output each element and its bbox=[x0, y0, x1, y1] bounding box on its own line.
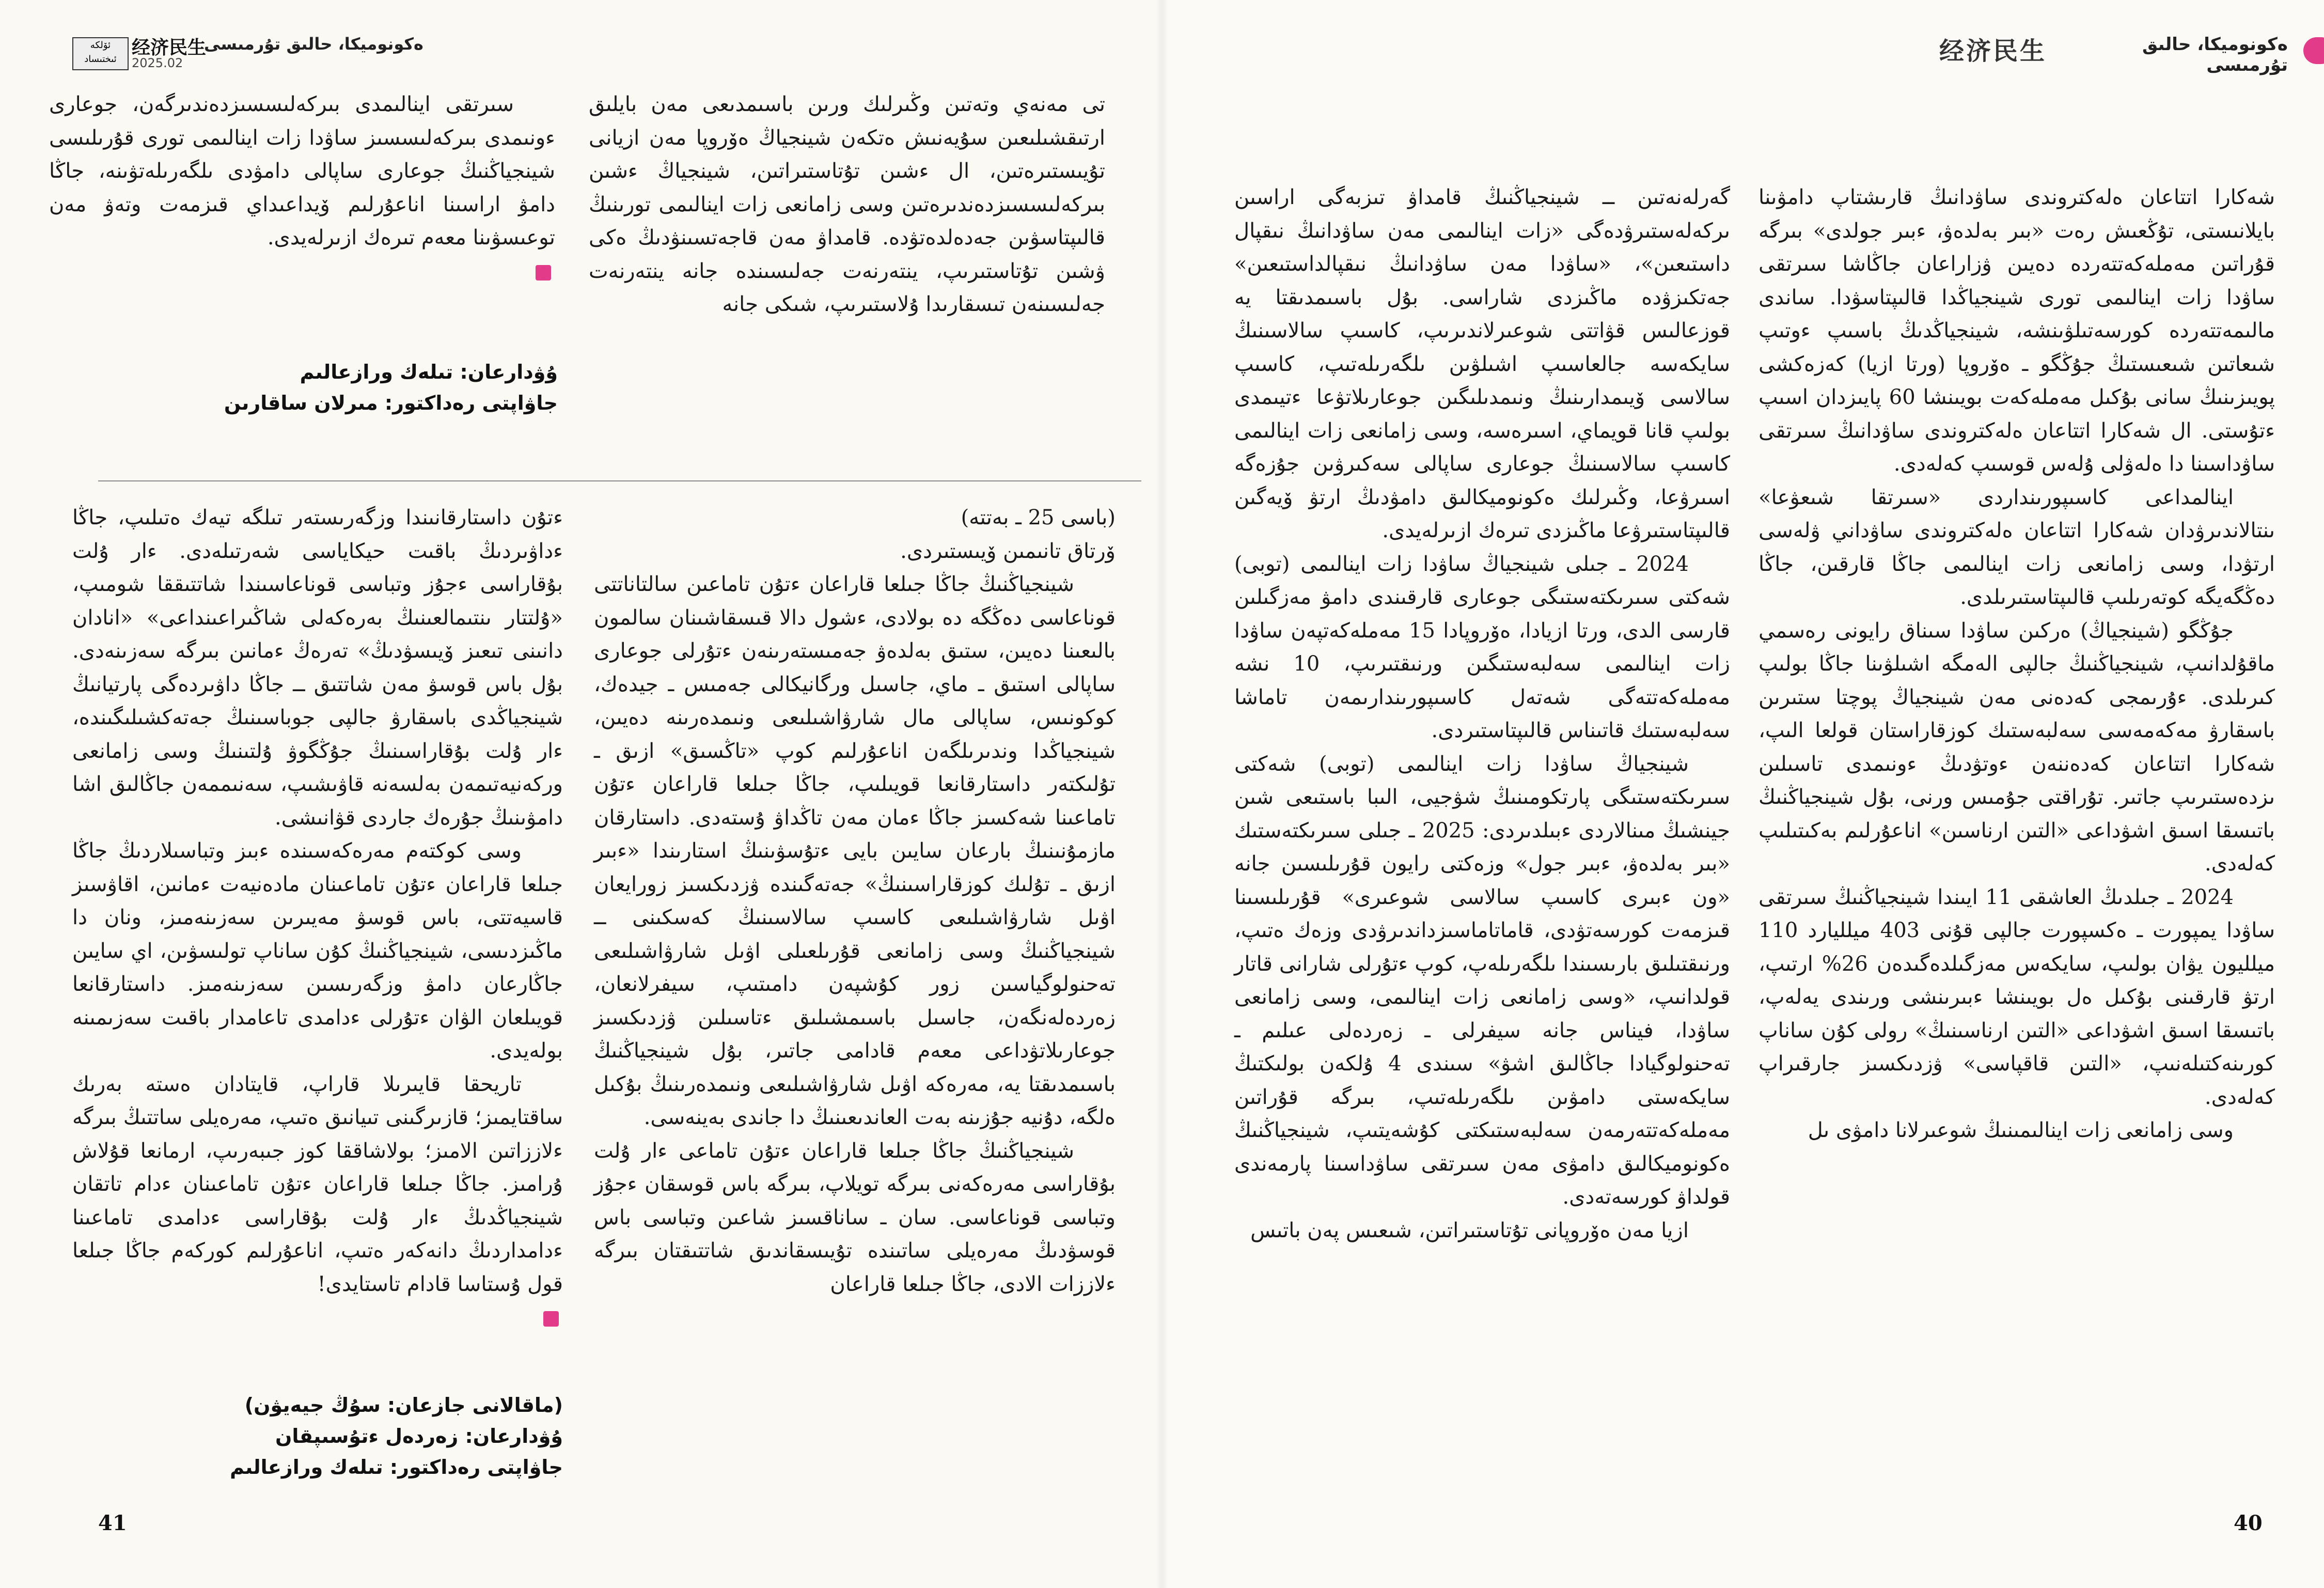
section-divider bbox=[98, 480, 1141, 481]
author-credit: (ماقالانى جازعان: سۇڭ جيەيۋن) bbox=[244, 1394, 563, 1416]
paragraph: شەكارا اتتاعان ەلەكتروندى ساۋدانىڭ قارىشتاپ دامۋىنا بايلانىستى، تۇڭعىش رەت «بىر بەلدەۋ، ءبىر جولدى» بىرگە قۇراتىن مەملەكەتتەردە دەيىن ۋزاراعان جاڭاشا سىرتقى ساۋدا زات اينالىمى تورى شينجياڭدا قالىپتاسۋدا. ساندى مالىمەتتەردە كورسەتىلۋىنشە، شينجياڭدىڭ باسىپ ءوتىپ شىعاتىن شىعىستىڭ جۇڭگو ـ ەۆروپا (ورتا ازيا) كەزەكشى پويىزىنىڭ سانى بۇكىل مەملەكەت بويىنشا 60 پايىزدان اسىپ ءتۇستى. ال شەكارا اتتاعان ەلەكتروندى ساۋدانىڭ سىرتقى ساۋداسىنا دا ەلەۋلى ۇلەس قوسىپ كەلەدى. bbox=[1758, 185, 2275, 476]
paragraph: شينجياڭنىڭ جاڭا جىلعا قاراعان ءتۇن تاماعى ءار ۇلت بۇقاراسى مەرەكەنى بىرگە تويلاپ، بىرگە باس قوسقان ءجۇز وتباسى قوناعاسى. سان ـ ساناقسىز شاعىن وتباسى باس قوسۋدىڭ مەرەيلى ساتىندە تۇيىسقاندىق شاتتىقتان بىرگە ءلاززات الادى، جاڭا جىلعا قاراعان bbox=[594, 1139, 1116, 1296]
page-number-41: 41 bbox=[98, 1511, 127, 1535]
paragraph: سىرتقى اينالىمدى بىركەلىسسىزدەندىرگەن، جوعارى ءونىمدى بىركەلىسسىز ساۋدا زات اينالىمى تورى قۇرىلىسى شينجياڭنىڭ جوعارى ساپالى دامۋدى ىلگەرىلەتۋىنە، جاڭا دامۋ اراسىنا اناعۇرلىم ۆيداعىداي قىزمەت وتەۋ مەن توعىسۋىنا معەم تىرەك ازىرلەيدى. bbox=[49, 92, 555, 250]
header-left-title: 经济民生 bbox=[132, 37, 207, 58]
editor-credit: جاۋاپتى رەداكتور: تىلەك ورازعالىم bbox=[230, 1456, 563, 1478]
column-p41-bottom-right bbox=[594, 501, 1116, 1301]
spine-gutter bbox=[1156, 0, 1168, 1588]
paragraph: اينالمداعى كاسىپورىنداردى «سىرتقا شىعۋعا» ىنتالاندىرۋدان شەكارا اتتاعان ەلەكتروندى ساۋداني ۋلەسى ارتۋدا، وسى زامانعى زات اينالىمى جاڭا قارقىن، جاڭا دەڭگەيگە كوتەرىلىپ قالىپتاستىرىلدى. bbox=[1758, 485, 2275, 609]
credits-p41-bottom bbox=[207, 1390, 563, 1483]
paragraph: ازيا مەن ەۆروپانى تۇتاستىراتىن، شىعىس پەن باتىس bbox=[1250, 1218, 1689, 1242]
page-number-40: 40 bbox=[2234, 1511, 2263, 1535]
page-40 bbox=[1162, 0, 2324, 1588]
header-left-date: 2025.02 bbox=[132, 56, 183, 70]
continued-note: (باسى 25 ـ بەتتە) bbox=[961, 506, 1116, 530]
editor-credit: جاۋاپتى رەداكتور: مىرلان ساقارىن bbox=[224, 392, 558, 414]
header-right-subtitle: ەكونوميكا، حالىق تۇرمىسى bbox=[2142, 34, 2288, 75]
paragraph: ۆرتاق تانىمىن ۆيىستىردى. bbox=[900, 539, 1116, 563]
header-left-subtitle: ەكونوميكا، حالىق تۇرمىسى bbox=[204, 34, 423, 54]
column-p41-top-right bbox=[589, 88, 1105, 321]
paragraph: تاريحقا قايىرىلا قاراپ، قايتادان ەستە بەرىك ساقتايمىز؛ قازىرگىنى تىيانىق ەتىپ، مەرەيلى ساتتىڭ بىرگە ءلاززاتىن الامىز؛ بولاشاققا كوز جىبەرىپ، ارمانعا قۇلاش ۇرامىز. جاڭا جىلعا قاراعان ءتۇن تاماعىنان ءدام تاتقان شينجياڭدىڭ ءار ۇلت بۇقاراسى ءدامدى تاماعىنا ءدامداردىڭ دانەكەر ەتىپ، اناعۇرلىم كوركەم جاڭا جىلعا قول ۇستاسا قادام تاستايدى! bbox=[72, 1072, 563, 1296]
pink-end-mark-icon bbox=[543, 1311, 559, 1327]
paragraph: وسى كوكتەم مەرەكەسىندە ءبىز وتباسىلاردىڭ جاڭا جىلعا قاراعان ءتۇن تاماعىنان مادەنيەت ءمانىن، اقاۋسىز قاسيەتتى، باس قوسۋ مەيىرىن سەزىنەمىز، ونان دا ماڭىزدىسى، شينجياڭنىڭ كۇن ساناپ تولىسۋىن، اي سايىن جاڭارعان دامۋ وزگەرىسىن سەزىنەمىز. داستارقانعا قويىلعان الۋان ءتۇرلى ءدامدى تاعامدار باقىت سەزىمىنە بولەيدى. bbox=[72, 839, 563, 1063]
paragraph: 2024 ـ جىلدىڭ العاشقى 11 ايىندا شينجياڭنىڭ سىرتقى ساۋدا يمپورت ـ ەكسپورت جالپى قۇنى 403 ميلليارد 110 ميلليون يۋان بولىپ، سايكەس مەزگىلدەگىدەن 26% ارتىپ، ارتۋ قارقىنى بۇكىل ەل بويىنشا ءبىرىنشى ورىندى يەلەپ، باتىسقا اسىق اشۋداعى «التىن ارناسىنىڭ» رولى كۇن ساناپ كورىنەكتىلەنىپ، «التىن قاقپاسى» ۋزدىكسىز جارقىراپ كەلەدى. bbox=[1758, 885, 2275, 1109]
pink-end-mark-icon bbox=[536, 265, 551, 281]
paragraph: وسى زامانعى زات اينالىمىنىڭ شوعىرلانا دامۋى ىل bbox=[1808, 1118, 2234, 1142]
translator-credit: ۇۋدارعان: تىلەك ورازعالىم bbox=[300, 361, 558, 383]
header-right-title: 经济民生 bbox=[1939, 37, 2047, 66]
column-p40-left bbox=[1234, 181, 1730, 1247]
credits-p41-top bbox=[155, 356, 558, 418]
paragraph: 2024 ـ جىلى شينجياڭ ساۋدا زات اينالىمى (توبى) شەكتى سىرىكتەستىگى جوعارى قارقىندى دامۋ مەزگىلىن قارسى الدى، ورتا ازيادا، ەۆروپادا 15 مەملەكەتپەن ساۋدا زات اينالىمى سەلبەستىگىن ورنىقتىرىپ، 10 نشە مەملەكەتتەگى شەتەل كاسىپورىندارىمەن تاماشا سەلبەستىك قاتىناس قالىپتاستىردى. bbox=[1234, 552, 1731, 742]
paragraph: شينجياڭ ساۋدا زات اينالىمى (توبى) شەكتى سىرىكتەستىگى پارتكومىنىڭ شۋجيى، الىبا باستىعى شىن جينشىڭ مىنالاردى ءبىلدىردى: 2025 ـ جىلى سىرىكتەستىك «بىر بەلدەۋ، ءبىر جول» وزەكتى رايون قۇرىلىسىن جانە «ون ءبىرى كاسىپ سالاسى شوعىرى» قۇرىلىسىنا قىزمەت كورسەتۋدى، قاماتاماسىزداندىرۋدى وزەك ەتىپ، ورنىقتىلىق بارىسىندا ىلگەرىلەپ، كوپ ءتۇرلى شارانى قاتار قولدانىپ، «وسى زامانعى زات اينالىمى، وسى زامانعى ساۋدا، فيناس جانە سيفرلى ـ زەردەلى عىلىم ـ تەحنولوگيادا جاڭالىق اشۋ» سىندى 4 ۇلكەن بولىكتىڭ سايكەستى دامۋىن ىلگەرىلەتىپ، بىرگە قۇراتىن مەملەكەتتەرمەن سەلبەستىكتى كۇشەيتىپ، شينجياڭنىڭ ەكونوميكالىق دامۋى مەن سىرتقى ساۋداسىنا پارمەندى قولداۋ كورسەتەدى. bbox=[1234, 752, 1731, 1209]
paragraph: گەرلەنەتىن ــ شينجياڭنىڭ قامداۋ تىزبەگى اراسىن ىركەلەستىرۋدەگى «زات اينالىمى مەن ساۋدانىڭ نىقپال داستىعىن»، «ساۋدا مەن ساۋدانىڭ نىقپالداستىعىن» جەتكىزۋدە ماڭىزدى شاراسى. بۇل باسىمدىقتا يە قوزعالىس قۋاتتى شوعىرلاندىرىپ، كاسىپ سالاسىنىڭ سايكەسە جالعاسىپ اشىلۋىن ىلگەرىلەتىپ، كاسىپ سالاسى ۆيىمدارىنىڭ ونىمدىلىگىن جوعارىلاتۋعا ءتيىمدى بولىپ قانا قويماي، اسىرەسە، وسى زامانعى زات اينالىمى كاسىپ سالاسىنىڭ جوعارى ساپالى سەكىرۋىن جۇزەگە اسىرۋعا، وڭىرلىك ەكونوميكالىق دامۋدىڭ ارتۋ ۆيەگىن قالىپتاستىرۋعا ماڭىزدى تىرەك ازىرلەيدى. bbox=[1234, 185, 1730, 542]
header-tab-mark-icon bbox=[2303, 37, 2324, 64]
column-p41-top-left bbox=[49, 88, 555, 288]
column-p41-bottom-left bbox=[72, 501, 563, 1334]
translator-credit: ۇۋدارعان: زەردەل ءتۇسىپقان bbox=[275, 1425, 563, 1447]
paragraph: شينجياڭنىڭ جاڭا جىلعا قاراعان ءتۇن تاماعىن سالتاناتتى قوناعاسى دەڭگە دە بولادى، ءشول دالا قىسقاشىنان سالمون بالىعىنا دەيىن، ستىق بەلدەۋ جەمىستەرىنەن ءتۇرلى جوعارى ساپالى استىق ـ ماي، جاسىل ورگانيكالى جەمىس ـ جيدەك، كوكونىس، ساپالى مال شارۋاشىلىعى ونىمدەرىنە دەيىن، شينجياڭدا وندىرىلگەن اناعۇرلىم كوپ «تاڭسىق» ازىق ـ تۇلىكتەر داستارقانعا قويىلىپ، جاڭا جىلعا قاراعان ءتۇن تاماعىنا شەكسىز جاڭا ءمان مەن تاڭداۋ ۇستەدى. داستارقان مازمۇنىنىڭ بارعان سايىن بايى ءتۇسۋىنىڭ استارىندا «ءبىر ازىق ـ تۇلىك كوزقاراسىنىڭ» جەتەگىندە ۋزدىكسىز زورايعان اۋىل شارۋاشىلىعى كاسىپ سالاسىنىڭ كەسكىنى ــ شينجياڭنىڭ وسى زامانعى قۇرىلعىلى اۋىل شارۋاشىلىعى تەحنولوگياسىن زور كۇشپەن دامىتىپ، سيفرلانعان، زەردەلەنگەن، جاسىل باسىمشىلىق ءتاسىلىن ۋزدىكسىز جوعارىلاتۋداعى معەم قادامى جاتىر، بۇل شينجياڭنىڭ باسىمدىقتا يە، مەرەكە اۋىل شارۋاشىلىعى ونىمدەرىنىڭ بۇكىل ەلگە، دۇنيە جۇزىنە بەت العاندىعىنىڭ دا جاندى بەينەسى. bbox=[594, 572, 1116, 1129]
paragraph: جۇڭگو (شينجياڭ) ەركىن ساۋدا سىناق رايونى رەسمي ماقۇلدانىپ، شينجياڭنىڭ جالپى الەمگە اشىلۋىنا جاڭا بولىپ كىرىلدى. ءۇرىمجى كەدەنى مەن شينجياڭ پوچتا ستىرىن باسقارۋ مەكەمەسى سەلبەستىك كوزقاراستان قولعا الىپ، شەكارا اتتاعان كەدەننەن ءوتۋدىڭ ءونىمدى تاسىلىن ىزدەستىرىپ جاتىر. تۇراقتى جۇمىس ورنى، بۇل شينجياڭنىڭ باتىسقا اسىق اشۋداعى «التىن ارناسىن» اناعۇرلىم بەكىتىلىپ كەلەدى. bbox=[1758, 618, 2275, 876]
header-left-strip: ئۆلكە ئىختىساد bbox=[72, 37, 129, 70]
paragraph: تى مەنەي وتەتىن وڭىرلىك ورىن باسىمدىعى مەن بايلىق ارتىقشىلىعىن سۇيەنىش ەتكەن شينجياڭ ەۆروپا مەن ازيانى تۇيىستىرەتىن، ال ءشىن تۇتاستىراتىن، شينجياڭ ءشىن بىركەلىسسىزدەندىرەتىن وسى زامانعى زات اينالىمى تورىنىڭ قالىپتاسۋىن جەدەلدەتۋدە. قامداۋ مەن قاجەتسىنۋدىڭ ەكى ۋشىن تۇتاستىرىپ، ينتەرنەت جەلىسىندە جانە ينتەرنەت جەلىسىنەن تىسقارىدا ۇلاستىرىپ، شىكى جانە bbox=[589, 92, 1105, 316]
column-p40-right bbox=[1758, 181, 2275, 1147]
paragraph: ءتۇن داستارقانىندا وزگەرىستەر تىلگە تيەك ەتىلىپ، جاڭا ءداۋىردىڭ باقىت حيكاياسى شەرتىلەدى. ءار ۇلت بۇقاراسى ءجۇز وتباسى قوناعاسىندا شاتتىققا شومىپ، «ۇلتتار ىنتىمالعىنىڭ بەرەكەلى شاڭىراعىنداعى» «انادان دانىنى تىعىز ۆيىسۋدىڭ» تەرەڭ ءمانىن بىرگە سەزىنەدى. بۇل باس قوسۋ مەن شاتتىق ــ جاڭا داۋىردەگى پارتيانىڭ شينجياڭدى باسقارۋ جالپى جوباسىنىڭ جەتەكشىلىگىندە، ءار ۇلت بۇقاراسىنىڭ جۇڭگوۋ ۇلتىنىڭ وسى زامانعى وركەنيەتىمەن بەلسەنە قاۋىشىپ، سەنىممەن جاڭالىق اشا دامۋىنىڭ جۇرەك جاردى قۋانىشى. bbox=[72, 506, 563, 830]
